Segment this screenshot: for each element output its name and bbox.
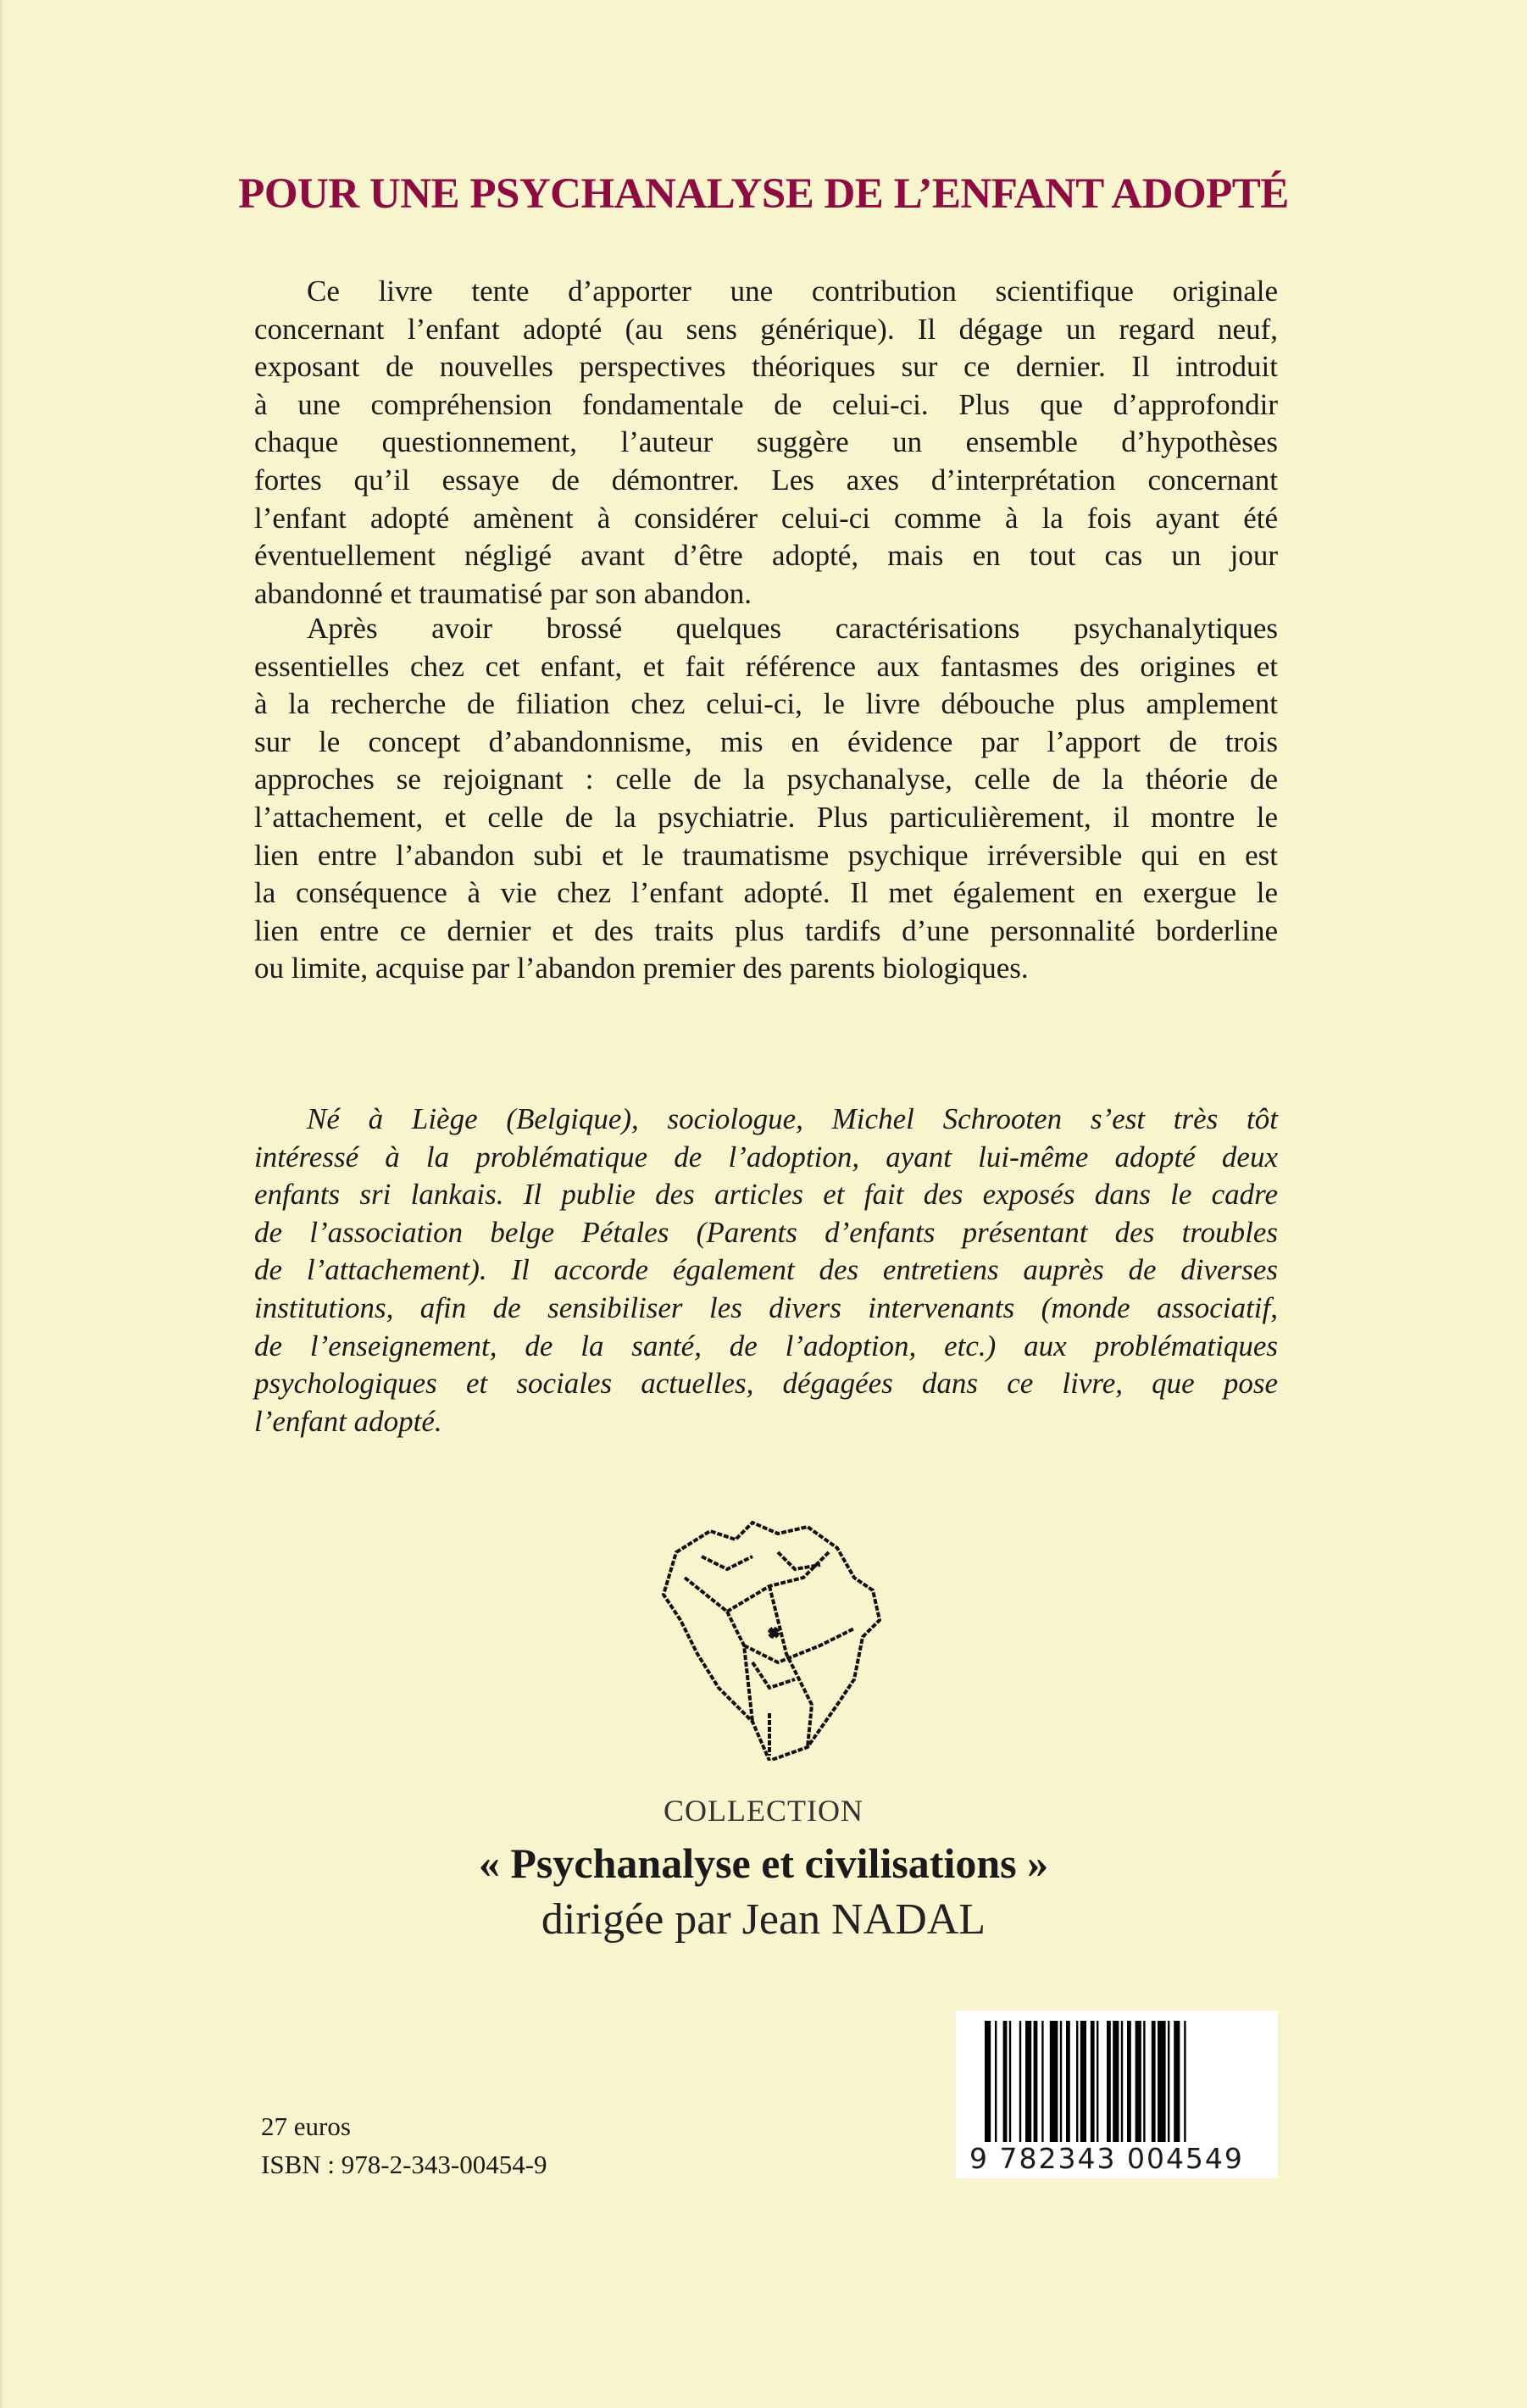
text-line: concernant l’enfant adopté (au sens générique). Il dégage un regard neuf, (254, 312, 1278, 346)
text-line: l’attachement, et celle de la psychiatrie. Plus particulièrement, il montre le (254, 800, 1278, 834)
barcode-bar (1050, 2021, 1058, 2148)
barcode-bar (1121, 2021, 1123, 2148)
page-edge (0, 0, 3, 2408)
barcode-bar (1034, 2021, 1038, 2148)
barcode-bar (1127, 2021, 1131, 2148)
barcode-bar (1158, 2021, 1166, 2148)
collection-label: COLLECTION (664, 1794, 863, 1828)
barcode-bar (1097, 2021, 1098, 2148)
text-line: éventuellement négligé avant d’être adopté, mais en tout cas un jour (254, 539, 1278, 573)
description-paragraph-2 (254, 610, 1278, 988)
isbn-barcode (956, 2011, 1278, 2178)
description-paragraph-1 (254, 273, 1278, 613)
barcode-bar (1019, 2021, 1021, 2148)
text-line: l’enfant adopté. (254, 1404, 442, 1438)
text-line: enfants sri lankais. Il publie des articles et fait des exposés dans le cadre (254, 1178, 1278, 1212)
barcode-bar (1152, 2021, 1156, 2148)
text-line: ou limite, acquise par l’abandon premier des parents biologiques. (254, 952, 1029, 985)
barcode-bar (1066, 2021, 1070, 2148)
barcode-bar (1143, 2021, 1145, 2148)
barcode-bar (1041, 2021, 1043, 2148)
text-line: lien entre l’abandon subi et le traumatisme psychique irréversible qui en est (254, 838, 1278, 872)
text-line: à une compréhension fondamentale de celui-ci. Plus que d’approfondir (254, 387, 1278, 421)
barcode-bar (1113, 2021, 1119, 2148)
barcode-bar (985, 2021, 991, 2148)
text-line: psychologiques et sociales actuelles, dégagées dans ce livre, que pose (254, 1367, 1278, 1401)
text-line: approches se rejoignant : celle de la psychanalyse, celle de la théorie de (254, 763, 1278, 796)
barcode-bar (1060, 2021, 1062, 2148)
text-line: de l’attachement). Il accorde également des entretiens auprès de diverses (254, 1253, 1278, 1287)
collection-name: « Psychanalyse et civilisations » (478, 1839, 1049, 1887)
book-title: POUR UNE PSYCHANALYSE DE L’ENFANT ADOPTÉ (238, 170, 1289, 218)
author-bio-paragraph (254, 1101, 1278, 1440)
text-line: la conséquence à vie chez l’enfant adopté. Il met également en exergue le (254, 876, 1278, 910)
barcode-bar (1184, 2021, 1186, 2148)
text-line: Après avoir brossé quelques caractérisations psychanalytiques (307, 612, 1278, 645)
text-line: Né à Liège (Belgique), sociologue, Michel Schrooten s’est très tôt (307, 1102, 1278, 1135)
barcode-bar (995, 2021, 997, 2148)
barcode-bar (1091, 2021, 1095, 2148)
text-line: à la recherche de filiation chez celui-ci, le livre débouche plus amplement (254, 687, 1278, 721)
isbn: ISBN : 978-2-343-00454-9 (261, 2150, 547, 2179)
barcode-bar (1107, 2021, 1111, 2148)
text-line: chaque questionnement, l’auteur suggère un ensemble d’hypothèses (254, 425, 1278, 459)
text-line: sur le concept d’abandonnisme, mis en évidence par l’apport de trois (254, 724, 1278, 758)
text-line: essentielles chez cet enfant, et fait référence aux fantasmes des origines et (254, 649, 1278, 683)
barcode-bar (1174, 2021, 1180, 2148)
text-line: intéressé à la problématique de l’adoption, ayant lui-même adopté deux (254, 1140, 1278, 1173)
barcode-bar (1003, 2021, 1008, 2148)
text-line: Ce livre tente d’apporter une contribution scientifique originale (307, 275, 1278, 308)
text-line: lien entre ce dernier et des traits plus tardifs d’une personnalité borderline (254, 913, 1278, 947)
text-line: abandonné et traumatisé par son abandon. (254, 576, 752, 610)
barcode-bar (1080, 2021, 1086, 2148)
barcode-bar (1168, 2021, 1169, 2148)
text-line: de l’association belge Pétales (Parents d’enfants présentant des troubles (254, 1215, 1278, 1249)
barcode-bar (1136, 2021, 1141, 2148)
collection-director: dirigée par Jean NADAL (541, 1895, 986, 1944)
barcode-bar (1025, 2021, 1031, 2148)
text-line: institutions, afin de sensibiliser les divers intervenants (monde associatif, (254, 1290, 1278, 1324)
text-line: de l’enseignement, de la santé, de l’adoption, etc.) aux problématiques (254, 1329, 1278, 1362)
collection-logo-icon (651, 1518, 885, 1761)
price: 27 euros (261, 2111, 351, 2141)
barcode-number: 9 782343 004549 (964, 2142, 1273, 2175)
barcode-bars (985, 2021, 1269, 2148)
barcode-bar (1009, 2021, 1011, 2148)
text-line: exposant de nouvelles perspectives théoriques sur ce dernier. Il introduit (254, 350, 1278, 384)
text-line: l’enfant adopté amènent à considérer celui-ci comme à la fois ayant été (254, 501, 1278, 535)
text-line: fortes qu’il essaye de démontrer. Les axes d’interprétation concernant (254, 463, 1278, 497)
barcode-bar (1076, 2021, 1078, 2148)
